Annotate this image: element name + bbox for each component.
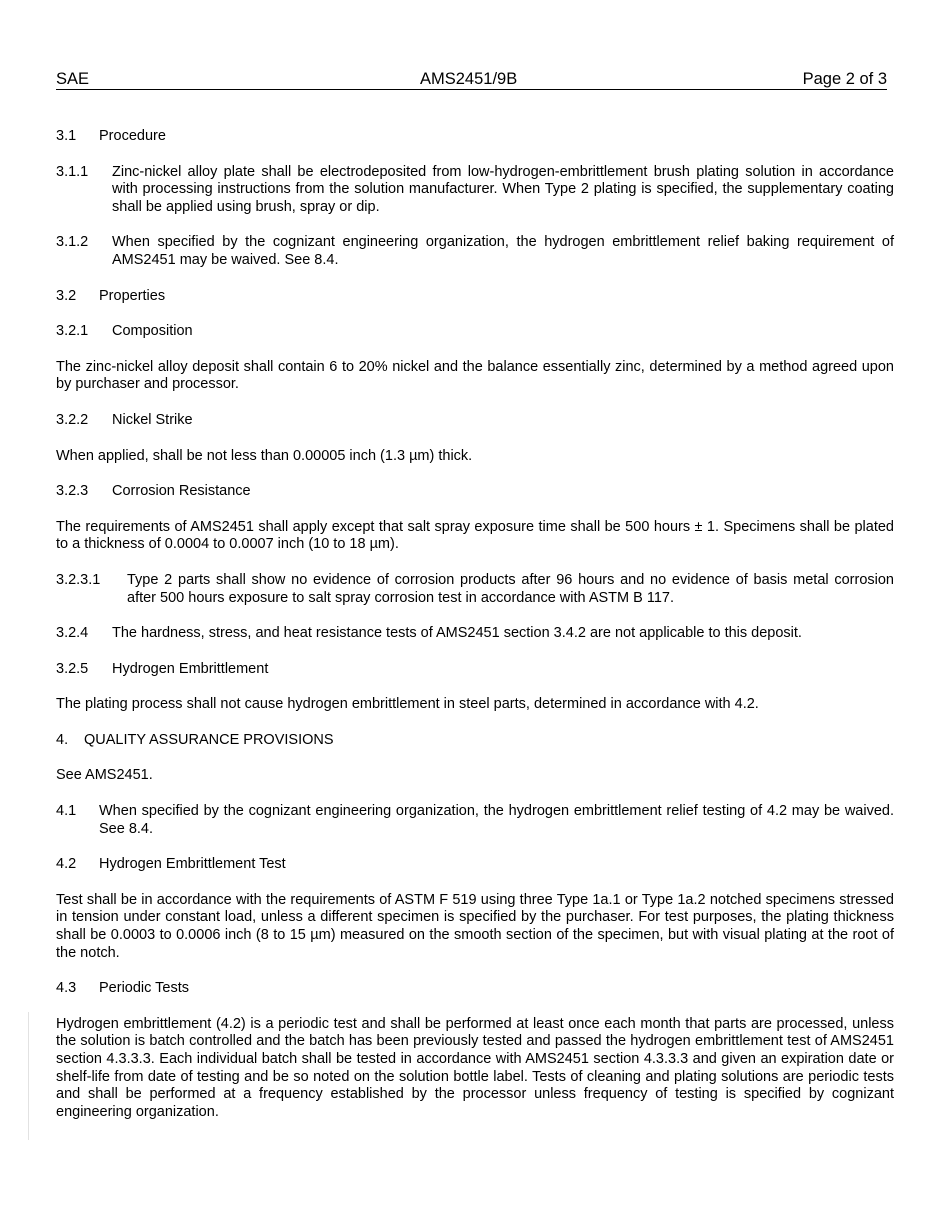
section-number: 4.3 bbox=[56, 980, 77, 997]
section-text: Type 2 parts shall show no evidence of corrosion products after 96 hours and no evidence of basis metal corrosion after 500 hours exposure to salt spray corrosion test in accordance with ASTM B 117. bbox=[127, 571, 894, 606]
section-text: The hardness, stress, and heat resistance tests of AMS2451 section 3.4.2 are not applicable to this deposit. bbox=[112, 625, 802, 642]
paragraph-hydrogen-embrittlement bbox=[56, 696, 894, 714]
change-bar bbox=[28, 1012, 29, 1140]
paragraph-text: When applied, shall be not less than 0.00005 inch (1.3 µm) thick. bbox=[56, 447, 473, 464]
section-text: Zinc-nickel alloy plate shall be electrodeposited from low-hydrogen-embrittlement brush plating solution in accordance with processing instructions from the solution manufacturer. When Type 2 plating is specified, the supplementary coating shall be applied using brush, spray or dip. bbox=[112, 163, 894, 215]
paragraph-corrosion-resistance bbox=[56, 519, 894, 554]
section-number: 3.2.3 bbox=[56, 483, 89, 500]
section-3-2-heading bbox=[56, 288, 894, 306]
section-title: QUALITY ASSURANCE PROVISIONS bbox=[84, 731, 334, 748]
paragraph-text: See AMS2451. bbox=[56, 767, 153, 784]
section-title: Procedure bbox=[99, 128, 166, 144]
section-3-2-3-1 bbox=[56, 572, 894, 607]
section-title: Properties bbox=[99, 287, 166, 304]
section-number: 3.2.3.1 bbox=[56, 571, 101, 588]
header-page-number: Page 2 of 3 bbox=[802, 70, 887, 88]
paragraph-nickel-strike bbox=[56, 448, 894, 466]
section-title: Nickel Strike bbox=[112, 411, 193, 428]
header-doc-number: AMS2451/9B bbox=[420, 70, 518, 88]
section-number: 4. bbox=[56, 731, 69, 748]
section-text: When specified by the cognizant engineering organization, the hydrogen embrittlement relief testing of 4.2 may be waived. See 8.4. bbox=[99, 803, 894, 837]
section-3-2-2-heading bbox=[56, 412, 894, 430]
section-number: 3.1 bbox=[56, 128, 77, 144]
section-number: 3.2.2 bbox=[56, 411, 89, 428]
section-3-1-1 bbox=[56, 164, 894, 217]
section-title: Hydrogen Embrittlement bbox=[112, 660, 269, 677]
section-3-1-heading bbox=[56, 128, 894, 146]
section-4-3-heading bbox=[56, 980, 894, 998]
paragraph-text: The plating process shall not cause hydrogen embrittlement in steel parts, determined in accordance with 4.2. bbox=[56, 696, 759, 713]
document-body bbox=[56, 128, 894, 1121]
paragraph-text: The zinc-nickel alloy deposit shall contain 6 to 20% nickel and the balance essentially zinc, determined by a method agreed upon by purchaser and processor. bbox=[56, 358, 894, 393]
section-number: 3.1.1 bbox=[56, 163, 89, 180]
section-3-2-4 bbox=[56, 625, 894, 643]
paragraph-periodic-tests bbox=[56, 1016, 894, 1122]
section-number: 4.1 bbox=[56, 803, 77, 820]
section-number: 3.2.4 bbox=[56, 625, 89, 642]
section-3-2-1-heading bbox=[56, 323, 894, 341]
paragraph-composition bbox=[56, 359, 894, 394]
paragraph-hydrogen-embrittlement-test bbox=[56, 892, 894, 962]
paragraph-text: Hydrogen embrittlement (4.2) is a periodic test and shall be performed at least once each month that parts are processed, unless the solution is batch controlled and the batch has been previously tested and passed the hydrogen embrittlement test of AMS2451 section 4.3.3.3. Each individual batch shall be tested in accordance with AMS2451 section 4.3.3.3 and given an expiration date or shelf-life from date of testing and be so noted on the solution bottle label. Tests of cleaning and plating solutions are periodic tests and shall be performed at a frequency established by the processor unless frequency of testing is specified by cognizant engineering organization. bbox=[56, 1015, 894, 1120]
section-title: Periodic Tests bbox=[99, 980, 189, 997]
section-number: 3.2.1 bbox=[56, 323, 89, 340]
section-title: Hydrogen Embrittlement Test bbox=[99, 856, 286, 873]
header-org: SAE bbox=[56, 70, 90, 88]
section-text: When specified by the cognizant engineering organization, the hydrogen embrittlement relief baking requirement of AMS2451 may be waived. See 8.4. bbox=[112, 234, 894, 268]
page-header bbox=[56, 69, 887, 90]
section-number: 3.2.5 bbox=[56, 660, 89, 677]
section-title: Composition bbox=[112, 323, 193, 340]
section-number: 3.2 bbox=[56, 287, 77, 304]
section-number: 4.2 bbox=[56, 856, 77, 873]
paragraph-text: Test shall be in accordance with the requirements of ASTM F 519 using three Type 1a.1 or Type 1a.2 notched specimens stressed in tension under constant load, unless a different specimen is specified by the purchaser. For test purposes, the plating thickness shall be 0.0003 to 0.0006 inch (8 to 15 µm) measured on the smooth section of the specimen, but with visual plating at the root of the notch. bbox=[56, 891, 894, 961]
paragraph-see-ams2451 bbox=[56, 767, 894, 785]
section-title: Corrosion Resistance bbox=[112, 483, 251, 500]
section-4-heading bbox=[56, 732, 894, 750]
section-number: 3.1.2 bbox=[56, 234, 89, 251]
section-4-1 bbox=[56, 803, 894, 838]
paragraph-text: The requirements of AMS2451 shall apply except that salt spray exposure time shall be 500 hours ± 1. Specimens shall be plated to a thickness of 0.0004 to 0.0007 inch (10 to 18 µm). bbox=[56, 518, 894, 553]
section-3-2-3-heading bbox=[56, 483, 894, 501]
section-4-2-heading bbox=[56, 856, 894, 874]
section-3-2-5-heading bbox=[56, 661, 894, 679]
section-3-1-2 bbox=[56, 234, 894, 269]
